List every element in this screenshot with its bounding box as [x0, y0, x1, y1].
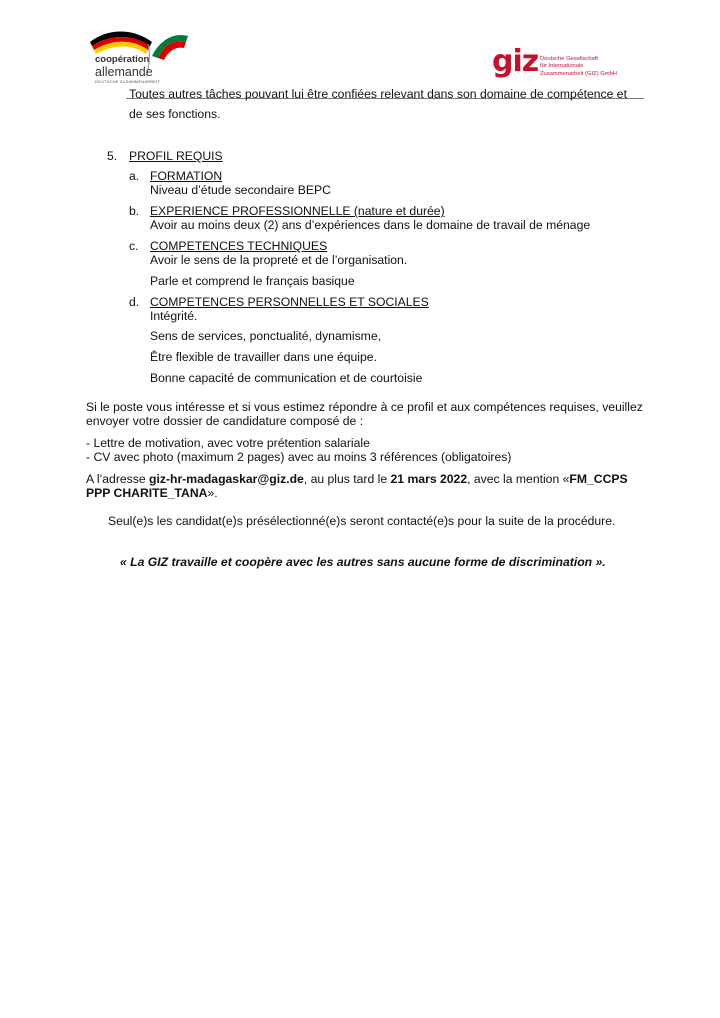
mention-reference-continued: PPP CHARITE_TANA: [86, 486, 208, 500]
item-text: Avoir au moins deux (2) ans d’expériences dans le domaine de travail de ménage: [150, 218, 591, 232]
mention-reference: FM_CCPS: [569, 472, 628, 486]
non-discrimination-statement: « La GIZ travaille et coopère avec les autres sans aucune forme de discrimination ».: [120, 555, 606, 569]
item-letter: d.: [129, 295, 140, 309]
item-letter: c.: [129, 239, 139, 253]
giz-logo-text: [540, 56, 617, 78]
item-text: Intégrité.: [150, 309, 198, 323]
section-title: PROFIL REQUIS: [129, 149, 223, 163]
address-end: ».: [207, 486, 218, 500]
required-document-item: - CV avec photo (maximum 2 pages) avec au moins 3 références (obligatoires): [86, 450, 512, 464]
item-text: Avoir le sens de la propreté et de l’organisation.: [150, 253, 408, 267]
giz-text-line: Zusammenarbeit (GIZ) GmbH: [540, 70, 617, 77]
required-document-item: - Lettre de motivation, avec votre prétention salariale: [86, 436, 370, 450]
item-text: Être flexible de travailler dans une équipe.: [150, 350, 377, 364]
item-text: Parle et comprend le français basique: [150, 274, 355, 288]
item-letter: a.: [129, 169, 140, 183]
section-number: 5.: [107, 149, 118, 163]
address-middle: , au plus tard le: [303, 472, 391, 486]
giz-text-line: Deutsche Gesellschaft: [540, 56, 598, 62]
application-text-line-2: envoyer votre dossier de candidature composé de :: [86, 414, 364, 428]
cooperation-allemande-wordmark: [95, 55, 160, 84]
giz-logo: giz: [492, 44, 539, 79]
address-line-2: [86, 486, 218, 500]
address-line: [86, 472, 628, 486]
item-text: Sens de services, ponctualité, dynamisme,: [150, 329, 381, 343]
application-text-line-1: Si le poste vous intéresse et si vous estimez répondre à ce profil et aux compétences requises, veuillez: [86, 400, 643, 414]
deadline-date: 21 mars 2022: [390, 472, 468, 486]
item-title-formation: FORMATION: [150, 169, 223, 183]
intro-line-2: de ses fonctions.: [129, 107, 221, 121]
item-text: Niveau d’étude secondaire BEPC: [150, 183, 331, 197]
giz-text-line: für Internationale: [540, 63, 584, 70]
item-letter: b.: [129, 204, 140, 218]
address-prefix: A l’adresse: [86, 472, 150, 486]
logo-line-3: DEUTSCHE ZUSAMMENARBEIT: [95, 79, 161, 84]
logo-line-1: coopération: [95, 54, 150, 65]
email-address: giz-hr-madagaskar@giz.de: [149, 472, 304, 486]
contact-notice: Seul(e)s les candidat(e)s présélectionné(e)s seront contacté(e)s pour la suite de la procédure.: [108, 514, 616, 528]
address-middle-2: , avec la mention «: [467, 472, 570, 486]
intro-line-1: Toutes autres tâches pouvant lui être confiées relevant dans son domaine de compétence et: [129, 87, 627, 101]
item-title-competences-personnelles: COMPETENCES PERSONNELLES ET SOCIALES: [150, 295, 429, 309]
item-title-experience: EXPERIENCE PROFESSIONNELLE (nature et durée): [150, 204, 445, 218]
item-title-competences-techniques: COMPETENCES TECHNIQUES: [150, 239, 328, 253]
item-text: Bonne capacité de communication et de courtoisie: [150, 371, 423, 385]
logo-line-2: allemande: [95, 64, 153, 79]
